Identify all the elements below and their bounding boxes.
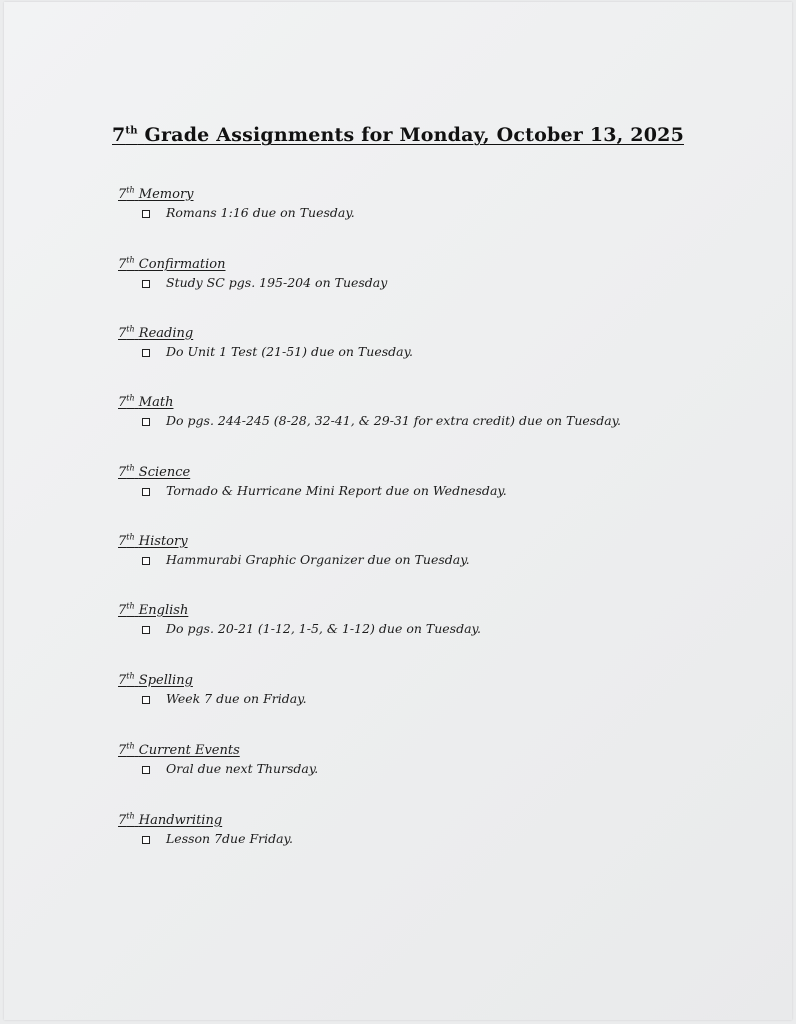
heading-grade: 7 [118,326,127,341]
assignment-item [118,343,718,361]
assignment-text: Oral due next Thursday. [166,761,319,776]
assignment-item [118,412,718,430]
heading-grade-suffix: th [126,671,135,681]
section-spelling [118,672,718,708]
heading-grade-suffix: th [126,601,135,611]
assignment-item [118,204,718,222]
heading-subject: Spelling [138,673,193,688]
heading-subject: Math [138,395,174,410]
heading-grade-suffix: th [126,532,135,542]
heading-grade-suffix: th [126,393,135,403]
heading-subject: English [138,603,189,618]
page-title [0,124,796,146]
assignment-text: Hammurabi Graphic Organizer due on Tuesday. [166,552,470,567]
section-reading [118,325,718,361]
assignment-item [118,760,718,778]
paper-sheet [4,2,792,1020]
assignment-text: Romans 1:16 due on Tuesday. [166,205,355,220]
heading-grade: 7 [118,187,127,202]
section-heading [118,602,718,620]
checkbox-icon[interactable] [142,557,150,565]
assignment-item [118,830,718,848]
title-text: Grade Assignments for Monday, October 13, 2025 [144,124,684,146]
checkbox-icon[interactable] [142,280,150,288]
section-memory [118,186,718,222]
heading-subject: Handwriting [138,813,223,828]
section-heading [118,464,718,482]
heading-grade-suffix: th [126,255,135,265]
assignment-text: Study SC pgs. 195-204 on Tuesday [166,275,388,290]
section-heading [118,742,718,760]
checkbox-icon[interactable] [142,210,150,218]
section-heading [118,325,718,343]
assignment-item [118,620,718,638]
heading-grade: 7 [118,465,127,480]
section-history [118,533,718,569]
assignment-text: Week 7 due on Friday. [166,691,307,706]
section-heading [118,394,718,412]
checkbox-icon[interactable] [142,626,150,634]
heading-grade-suffix: th [126,185,135,195]
heading-grade: 7 [118,813,127,828]
section-handwriting [118,812,718,848]
checkbox-icon[interactable] [142,349,150,357]
section-confirmation [118,256,718,292]
checkbox-icon[interactable] [142,418,150,426]
checkbox-icon[interactable] [142,696,150,704]
heading-grade-suffix: th [126,463,135,473]
heading-subject: History [138,534,188,549]
checkbox-icon[interactable] [142,766,150,774]
heading-grade-suffix: th [126,741,135,751]
section-heading [118,672,718,690]
section-heading [118,812,718,830]
section-current-events [118,742,718,778]
heading-subject: Science [138,465,191,480]
title-grade: 7 [112,124,126,146]
section-science [118,464,718,500]
heading-grade: 7 [118,673,127,688]
section-heading [118,533,718,551]
assignment-item [118,690,718,708]
heading-grade: 7 [118,395,127,410]
assignment-text: Tornado & Hurricane Mini Report due on Wednesday. [166,483,507,498]
heading-grade: 7 [118,257,127,272]
section-english [118,602,718,638]
section-heading [118,186,718,204]
assignment-text: Do pgs. 20-21 (1-12, 1-5, & 1-12) due on Tuesday. [166,621,481,636]
assignment-text: Lesson 7due Friday. [166,831,293,846]
assignment-item [118,274,718,292]
heading-grade: 7 [118,603,127,618]
title-grade-suffix: th [125,125,138,137]
heading-grade: 7 [118,534,127,549]
section-math [118,394,718,430]
heading-subject: Reading [138,326,194,341]
checkbox-icon[interactable] [142,836,150,844]
assignment-item [118,482,718,500]
assignment-text: Do Unit 1 Test (21-51) due on Tuesday. [166,344,413,359]
section-heading [118,256,718,274]
checkbox-icon[interactable] [142,488,150,496]
heading-subject: Confirmation [138,257,226,272]
heading-grade: 7 [118,743,127,758]
heading-grade-suffix: th [126,324,135,334]
heading-grade-suffix: th [126,811,135,821]
heading-subject: Memory [138,187,194,202]
assignment-text: Do pgs. 244-245 (8-28, 32-41, & 29-31 for extra credit) due on Tuesday. [166,413,622,428]
heading-subject: Current Events [138,743,240,758]
assignment-item [118,551,718,569]
